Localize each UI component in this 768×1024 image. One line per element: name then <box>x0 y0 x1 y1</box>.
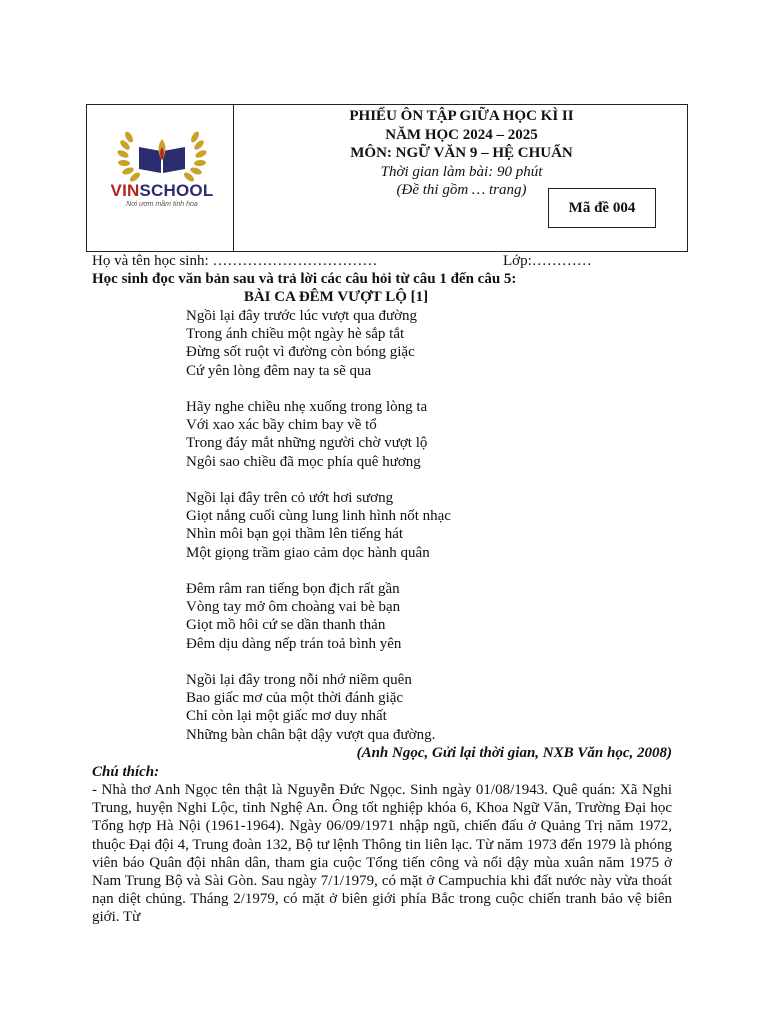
student-name-label: Họ và tên học sinh: …………………………… <box>92 253 378 269</box>
header-box <box>86 104 688 252</box>
poem-line: Đừng sốt ruột vì đường còn bóng giặc <box>186 344 415 361</box>
poem-line: Những bàn chân bật dậy vượt qua đường. <box>186 726 436 743</box>
poem-line: Hãy nghe chiều nhẹ xuống trong lòng ta <box>186 399 428 415</box>
logo-cell <box>87 105 234 251</box>
header-pages-line: (Đề thi gồm … trang) <box>396 182 527 198</box>
header-year-line: NĂM HỌC 2024 – 2025 <box>385 126 538 143</box>
poem-line: Vòng tay mở ôm choàng vai bè bạn <box>186 599 401 616</box>
header-title-line: PHIẾU ÔN TẬP GIỮA HỌC KÌ II <box>349 108 574 124</box>
poem-line: Ngồi lại đây trong nỗi nhớ niềm quên <box>186 672 412 688</box>
poem-line: Ngôi sao chiều đã mọc phía quê hương <box>186 453 421 470</box>
poem-line: Giọt nắng cuối cùng lung linh hình nốt nhạc <box>186 508 451 525</box>
poem-line: Một giọng trầm giao cảm dọc hành quân <box>186 544 430 561</box>
poem-stanza <box>186 671 451 744</box>
poem-stanza <box>186 307 451 380</box>
logo-tagline: Nơi ươm mầm tinh hoa <box>126 201 198 208</box>
poem-line: Chỉ còn lại một giấc mơ duy nhất <box>186 708 387 725</box>
poem-line: Đêm râm ran tiếng bọn địch rất gần <box>186 581 400 597</box>
poem-line: Nhìn môi bạn gọi thầm lên tiếng hát <box>186 526 404 543</box>
reading-instruction: Học sinh đọc văn bản sau và trả lời các câu hỏi từ câu 1 đến câu 5: <box>92 271 517 287</box>
poem-line: Trong đáy mắt những người chờ vượt lộ <box>186 435 428 452</box>
poem-line: Trong ánh chiều một ngày hè sắp tắt <box>186 326 405 343</box>
poem-line: Bao giấc mơ của một thời đánh giặc <box>186 690 404 707</box>
header-time-line: Thời gian làm bài: 90 phút <box>380 163 543 180</box>
poem-line: Ngồi lại đây trước lúc vượt qua đường <box>186 308 418 324</box>
logo-wordmark: VINSCHOOL <box>110 181 214 200</box>
exam-code-box: Mã đề 004 <box>548 188 656 228</box>
poem-body <box>186 307 451 762</box>
poem-stanza <box>186 489 451 562</box>
header-title-block <box>234 107 689 200</box>
poem-stanza <box>186 580 451 653</box>
poem-line: Ngồi lại đây trên cỏ ướt hơi sương <box>186 490 394 506</box>
notes-label: Chú thích: <box>92 764 160 780</box>
poem-line: Cứ yên lòng đêm nay ta sẽ qua <box>186 362 372 379</box>
poem-line: Giọt mồ hôi cứ se dần thanh thản <box>186 617 386 634</box>
poem-line: Với xao xác bầy chim bay về tổ <box>186 417 377 434</box>
poem-stanza <box>186 398 451 471</box>
header-subject-line: MÔN: NGỮ VĂN 9 – HỆ CHUẨN <box>350 145 573 161</box>
class-label: Lớp:………… <box>503 253 592 269</box>
notes-body: - Nhà thơ Anh Ngọc tên thật là Nguyễn Đức Ngọc. Sinh ngày 01/08/1943. Quê quán: Xã Nghi Trung, huyện Nghi Lộc, tỉnh Nghệ An. Ông tốt nghiệp khóa 6, Khoa Ngữ Văn, Trường Đại học Tổng hợp Hà Nội (1961-1964). Ngày 06/09/1971 nhập ngũ, chiến đấu ở Quảng Trị năm 1972, thuộc Đại đội 4, Trung đoàn 132, Bộ tư lệnh Thông tin liên lạc. Từ năm 1973 đến 1979 là phóng viên báo Quân đội nhân dân, tham gia cuộc Tổng tiến công và nổi dậy mùa xuân năm 1975 ở Nam Trung Bộ và Sài Gòn. Sau ngày 7/1/1979, có mặt ở Campuchia khi đất nước này vừa thoát nạn diệt chủng. Tháng 2/1979, có mặt ở biên giới phía Bắc trong cuộc chiến tranh bảo vệ biên giới. Từ <box>92 782 672 926</box>
poem-line: Đêm dịu dàng nếp trán toả bình yên <box>186 635 402 652</box>
poem-title: BÀI CA ĐÊM VƯỢT LỘ [1] <box>243 289 429 305</box>
poem-source: (Anh Ngọc, Gửi lại thời gian, NXB Văn học, 2008) <box>356 745 672 761</box>
